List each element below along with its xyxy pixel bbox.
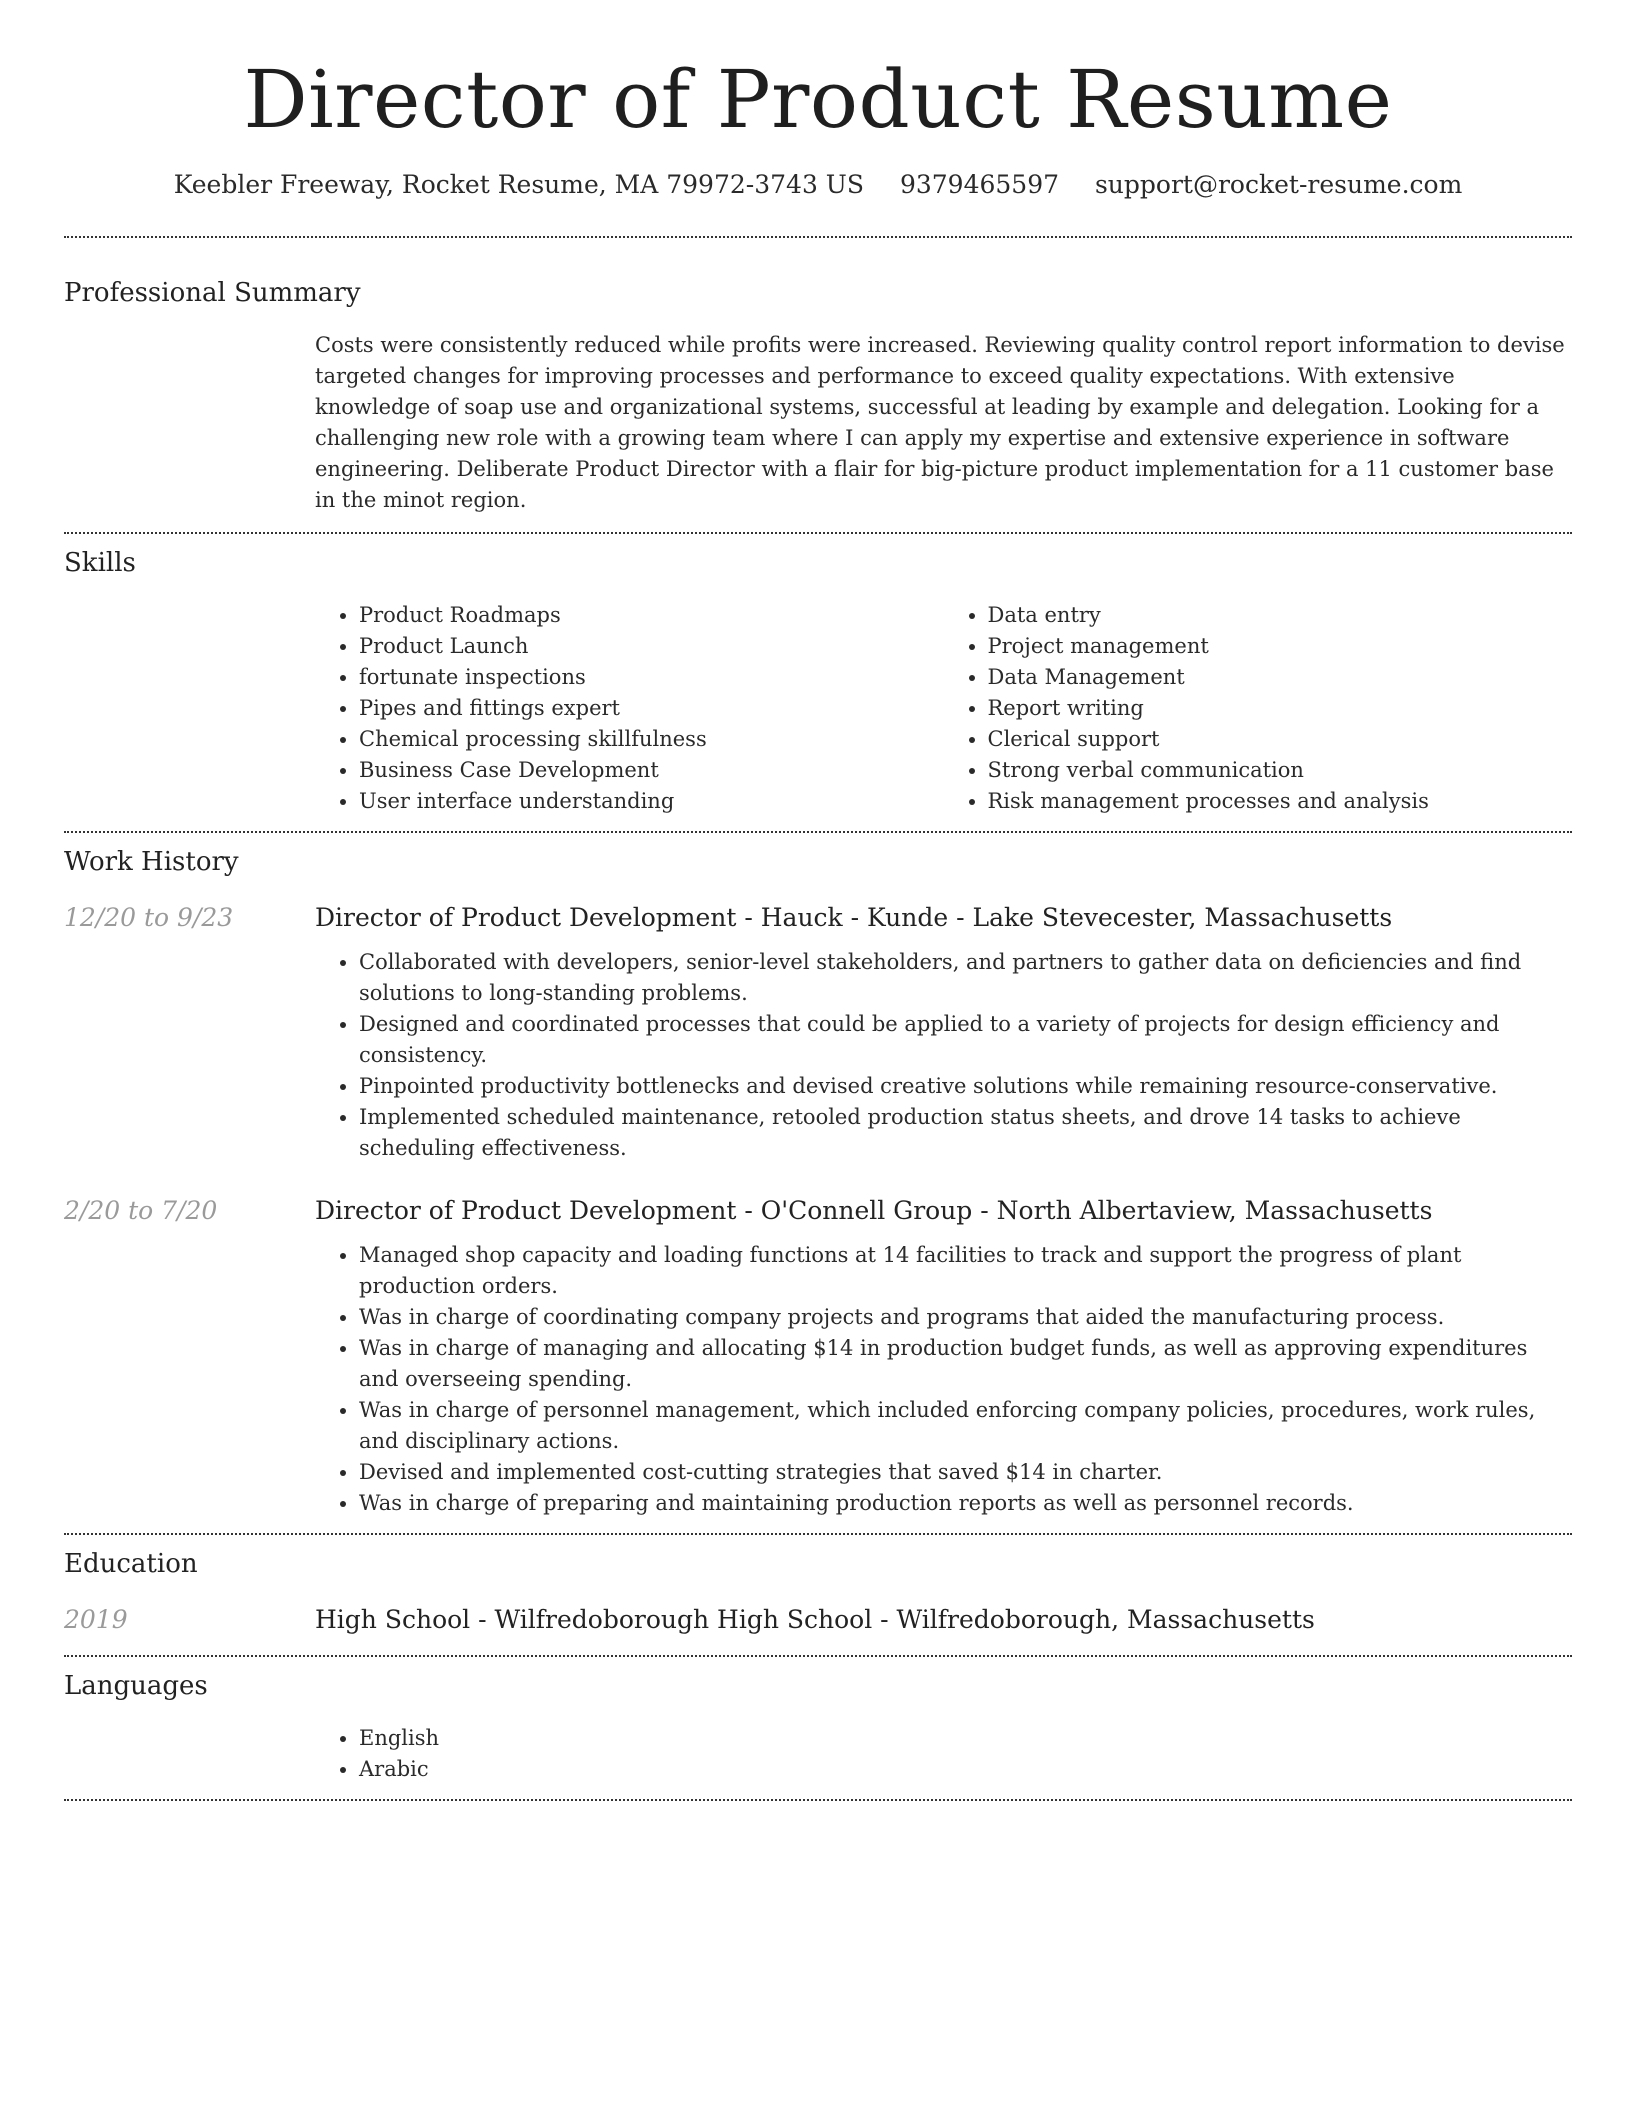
summary-text: Costs were consistently reduced while profits were increased. Reviewing quality control report information to devise targeted changes for improving processes and performance to exceed quality expectations. With extensive knowledge of soap use and organizational systems, successful at leading by example and delegation. Looking for a challenging new role with a growing team where I can apply my expertise and extensive experience in software engineering. Deliberate Product Director with a flair for big-picture product implementation for a 11 customer base in the minot region.	[315, 333, 1565, 512]
job-bullet: • Collaborated with developers, senior-level stakeholders, and partners to gather data on deficiencies and find solutions to long-standing problems.	[359, 947, 1572, 1009]
summary-section	[64, 238, 1572, 532]
contact-line	[64, 168, 1572, 202]
skill-item: • Business Case Development	[359, 755, 944, 786]
contact-phone: 9379465597	[899, 170, 1060, 199]
job-bullet: • Designed and coordinated processes that could be applied to a variety of projects for design efficiency and consistency.	[359, 1009, 1572, 1071]
language-item: • Arabic	[359, 1754, 1572, 1785]
skill-item: • User interface understanding	[359, 786, 944, 817]
skill-item: • Clerical support	[988, 724, 1573, 755]
skills-columns	[315, 600, 1572, 817]
job-title: Director of Product Development - O'Connell Group - North Albertaview, Massachusetts	[315, 1196, 1433, 1225]
job-bullets	[315, 1240, 1572, 1519]
languages-list	[315, 1723, 1572, 1785]
job-bullet: • Managed shop capacity and loading functions at 14 facilities to track and support the progress of plant production orders.	[359, 1240, 1572, 1302]
work-section	[64, 833, 1572, 1533]
skills-section	[64, 534, 1572, 831]
job-bullets	[315, 947, 1572, 1164]
skill-item: • Data entry	[988, 600, 1573, 631]
summary-heading: Professional Summary	[64, 278, 361, 308]
job-bullet: • Was in charge of preparing and maintaining production reports as well as personnel records.	[359, 1488, 1572, 1519]
job-header	[64, 1194, 1572, 1228]
education-year: 2019	[64, 1605, 128, 1634]
skill-item: • Chemical processing skillfulness	[359, 724, 944, 755]
education-heading: Education	[64, 1549, 198, 1579]
languages-heading: Languages	[64, 1671, 208, 1701]
languages-section	[64, 1657, 1572, 1799]
skill-item: • Pipes and fittings expert	[359, 693, 944, 724]
resume-page	[64, 0, 1572, 1801]
job-dates: 12/20 to 9/23	[64, 903, 234, 932]
job-bullet: • Implemented scheduled maintenance, retooled production status sheets, and drove 14 tasks to achieve scheduling effectiveness.	[359, 1102, 1572, 1164]
skill-item: • Strong verbal communication	[988, 755, 1573, 786]
skills-list-right	[944, 600, 1573, 817]
work-heading: Work History	[64, 847, 239, 877]
skill-item: • Product Roadmaps	[359, 600, 944, 631]
education-section	[64, 1535, 1572, 1655]
skill-item: • Project management	[988, 631, 1573, 662]
skills-list-left	[315, 600, 944, 817]
education-entry	[64, 1603, 1572, 1637]
education-title: High School - Wilfredoborough High School - Wilfredoborough, Massachusetts	[315, 1605, 1315, 1634]
job-dates: 2/20 to 7/20	[64, 1196, 218, 1225]
job-header	[64, 901, 1572, 935]
skill-item: • Data Management	[988, 662, 1573, 693]
job-bullet: • Pinpointed productivity bottlenecks and devised creative solutions while remaining resource-conservative.	[359, 1071, 1572, 1102]
job-entry	[64, 1194, 1572, 1519]
job-title: Director of Product Development - Hauck - Kunde - Lake Stevecester, Massachusetts	[315, 903, 1393, 932]
job-bullet: • Was in charge of coordinating company projects and programs that aided the manufacturing process.	[359, 1302, 1572, 1333]
language-item: • English	[359, 1723, 1572, 1754]
skills-heading: Skills	[64, 548, 136, 578]
skill-item: • Product Launch	[359, 631, 944, 662]
job-bullet: • Devised and implemented cost-cutting strategies that saved $14 in charter.	[359, 1457, 1572, 1488]
contact-email: support@rocket-resume.com	[1094, 170, 1463, 199]
job-bullet: • Was in charge of managing and allocating $14 in production budget funds, as well as approving expenditures and overseeing spending.	[359, 1333, 1572, 1395]
contact-address: Keebler Freeway, Rocket Resume, MA 79972-3743 US	[173, 170, 864, 199]
skill-item: • fortunate inspections	[359, 662, 944, 693]
divider	[64, 1799, 1572, 1801]
resume-title: Director of Product Resume	[243, 53, 1393, 146]
skill-item: • Risk management processes and analysis	[988, 786, 1573, 817]
job-entry	[64, 901, 1572, 1164]
job-bullet: • Was in charge of personnel management, which included enforcing company policies, procedures, work rules, and disciplinary actions.	[359, 1395, 1572, 1457]
skill-item: • Report writing	[988, 693, 1573, 724]
